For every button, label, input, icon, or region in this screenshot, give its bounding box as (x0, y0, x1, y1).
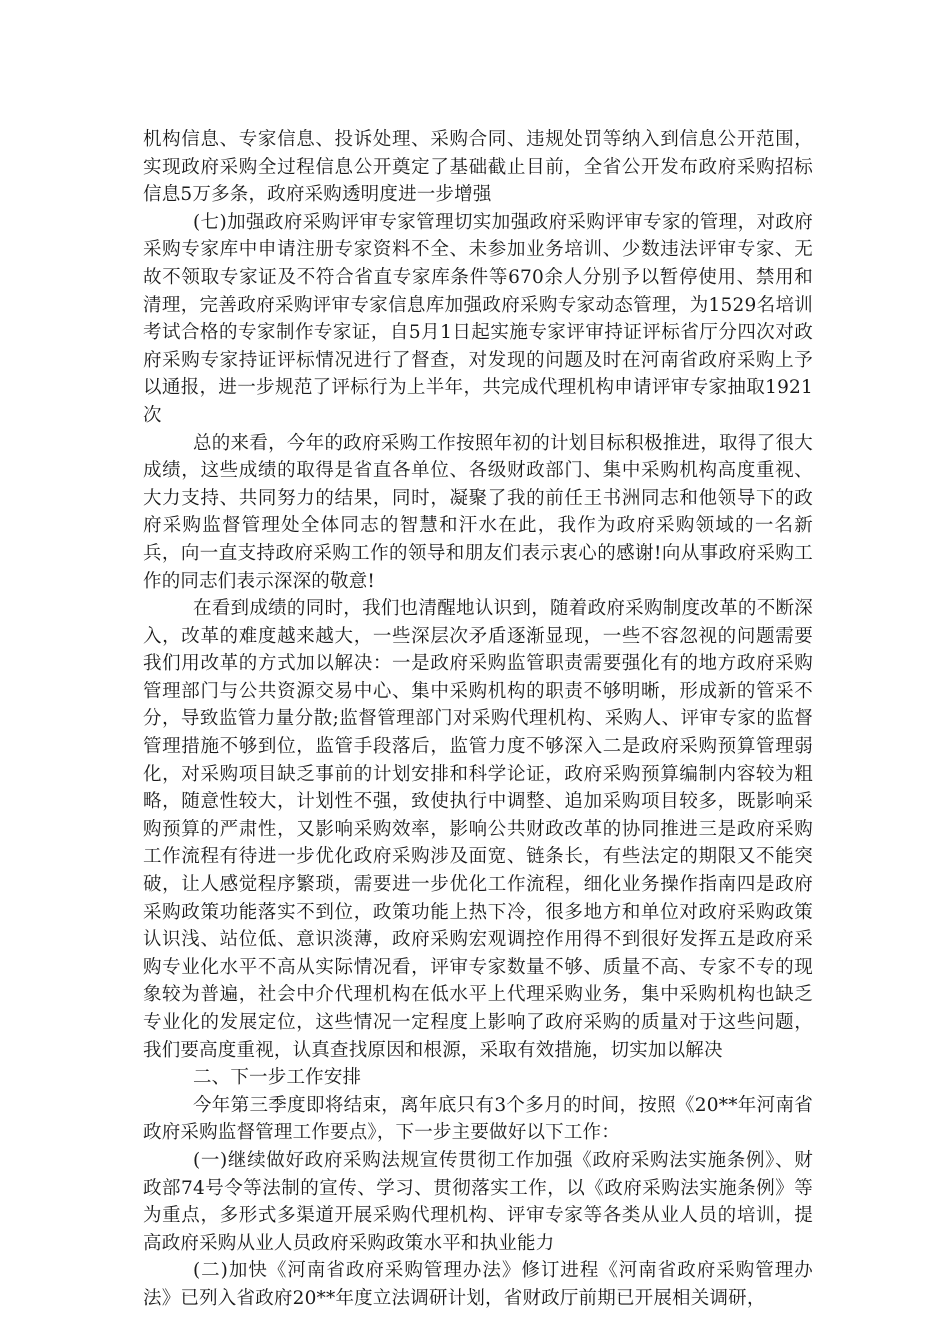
paragraph-management-measures: (二)加快《河南省政府采购管理办法》修订进程《河南省政府采购管理办法》已列入省政府20**年度立法调研计划，省财政厅前期已开展相关调研， (143, 1260, 813, 1309)
paragraph-summary: 总的来看，今年的政府采购工作按照年初的计划目标积极推进，取得了很大成绩，这些成绩的取得是省直各单位、各级财政部门、集中采购机构高度重视、大力支持、共同努力的结果，同时，凝聚了我的前任王书洲同志和他领导下的政府采购监督管理处全体同志的智慧和汗水在此，我作为政府采购领域的一名新兵，向一直支持政府采购工作的领导和朋友们表示衷心的感谢!向从事政府采购工作的同志们表示深深的敬意! (143, 432, 813, 592)
paragraph-expert-management: (七)加强政府采购评审专家管理切实加强政府采购评审专家的管理，对政府采购专家库中申请注册专家资料不全、未参加业务培训、少数违法评审专家、无故不领取专家证及不符合省直专家库条件等670余人分别予以暂停使用、禁用和清理，完善政府采购评审专家信息库加强政府采购专家动态管理，为1529名培训考试合格的专家制作专家证，自5月1日起实施专家评审持证评标省厅分四次对政府采购专家持证评标情况进行了督查，对发现的问题及时在河南省政府采购上予以通报，进一步规范了评标行为上半年，共完成代理机构申请评审专家抽取1921次 (143, 211, 813, 426)
paragraph-info-disclosure: 机构信息、专家信息、投诉处理、采购合同、违规处罚等纳入到信息公开范围，实现政府采购全过程信息公开奠定了基础截止目前，全省公开发布政府采购招标信息5万多条，政府采购透明度进一步增强 (143, 129, 813, 206)
document-body (143, 126, 813, 1313)
section-heading-next-steps: 二、下一步工作安排 (192, 1067, 362, 1089)
paragraph-regulation-promotion: (一)继续做好政府采购法规宣传贯彻工作加强《政府采购法实施条例》、财政部74号令等法制的宣传、学习、贯彻落实工作，以《政府采购法实施条例》等为重点，多形式多渠道开展采购代理机构、评审专家等各类从业人员的培训，提高政府采购从业人员政府采购政策水平和执业能力 (143, 1149, 813, 1254)
paragraph-problems: 在看到成绩的同时，我们也清醒地认识到，随着政府采购制度改革的不断深入，改革的难度越来越大，一些深层次矛盾逐渐显现，一些不容忽视的问题需要我们用改革的方式加以解决：一是政府采购监管职责需要强化有的地方政府采购管理部门与公共资源交易中心、集中采购机构的职责不够明晰，形成新的管采不分，导致监管力量分散;监督管理部门对采购代理机构、采购人、评审专家的监督管理措施不够到位，监管手段落后，监管力度不够深入二是政府采购预算管理弱化，对采购项目缺乏事前的计划安排和科学论证，政府采购预算编制内容较为粗略，随意性较大，计划性不强，致使执行中调整、追加采购项目较多，既影响采购预算的严肃性，又影响采购效率，影响公共财政改革的协同推进三是政府采购工作流程有待进一步优化政府采购涉及面宽、链条长，有些法定的期限又不能突破，让人感觉程序繁琐，需要进一步优化工作流程，细化业务操作指南四是政府采购政策功能落实不到位，政策功能上热下冷，很多地方和单位对政府采购政策认识浅、站位低、意识淡薄，政府采购宏观调控作用得不到很好发挥五是政府采购专业化水平不高从实际情况看，评审专家数量不够、质量不高、专家不专的现象较为普遍，社会中介代理机构在低水平上代理采购业务，集中采购机构也缺乏专业化的发展定位，这些情况一定程度上影响了政府采购的质量对于这些问题，我们要高度重视，认真查找原因和根源，采取有效措施，切实加以解决 (143, 598, 813, 1061)
paragraph-next-steps-intro: 今年第三季度即将结束，离年底只有3个多月的时间，按照《20**年河南省政府采购监督管理工作要点》，下一步主要做好以下工作： (143, 1094, 813, 1144)
